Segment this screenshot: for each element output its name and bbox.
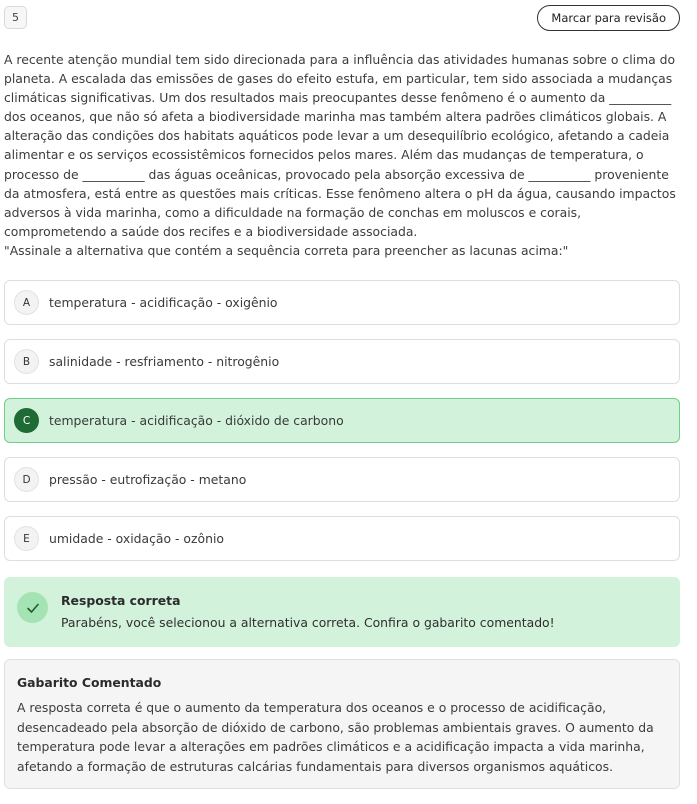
feedback-message: Parabéns, você selecionou a alternativa correta. Confira o gabarito comentado! <box>61 615 555 630</box>
option-text: salinidade - resfriamento - nitrogênio <box>49 354 280 369</box>
option-a[interactable] <box>4 280 680 325</box>
mark-for-review-button[interactable]: Marcar para revisão <box>537 5 680 31</box>
option-c[interactable] <box>4 398 680 443</box>
answer-key-box <box>4 659 680 789</box>
question-header <box>0 0 697 40</box>
option-letter: B <box>14 349 39 374</box>
option-text: pressão - eutrofização - metano <box>49 472 247 487</box>
option-d[interactable] <box>4 457 680 502</box>
correct-answer-feedback <box>4 577 680 647</box>
feedback-title: Resposta correta <box>61 593 181 608</box>
option-letter: D <box>14 467 39 492</box>
option-letter: C <box>14 408 39 433</box>
answer-options <box>4 280 680 575</box>
question-number-badge: 5 <box>4 6 27 29</box>
answer-key-title: Gabarito Comentado <box>17 675 162 690</box>
question-prompt: "Assinale a alternativa que contém a sequência correta para preencher as lacunas acima:" <box>4 242 569 258</box>
option-text: temperatura - acidificação - dióxido de carbono <box>49 413 344 428</box>
option-e[interactable] <box>4 516 680 561</box>
option-letter: E <box>14 526 39 551</box>
question-paragraph: A recente atenção mundial tem sido direcionada para a influência das atividades humanas sobre o clima do planeta. A escalada das emissões de gases do efeito estufa, em particular, tem sido associada a mudanças climáticas significativas. Um dos resultados mais preocupantes desse fenômeno é o aumento da __________ dos oceanos, que não só afeta a biodiversidade marinha mas também altera padrões climáticos globais. A alteração das condições dos habitats aquáticos pode levar a um desequilíbrio ecológico, afetando a cadeia alimentar e os serviços ecossistêmicos fornecidos pelos mares. Além das mudanças de temperatura, o processo de __________ das águas oceânicas, provocado pela absorção excessiva de __________ proveniente da atmosfera, está entre as questões mais críticas. Esse fenômeno altera o pH da água, causando impactos adversos à vida marinha, como a dificuldade na formação de conchas em moluscos e corais, comprometendo a saúde dos recifes e a biodiversidade associada. <box>4 52 676 239</box>
check-icon <box>17 592 48 623</box>
question-statement <box>4 50 676 260</box>
option-text: umidade - oxidação - ozônio <box>49 531 224 546</box>
option-letter: A <box>14 290 39 315</box>
option-text: temperatura - acidificação - oxigênio <box>49 295 278 310</box>
option-b[interactable] <box>4 339 680 384</box>
answer-key-text: A resposta correta é que o aumento da temperatura dos oceanos e o processo de acidificação, desencadeado pela absorção de dióxido de carbono, são problemas ambientais graves. O aumento da temperatura pode levar a alterações em padrões climáticos e a acidificação impacta a vida marinha, afetando a formação de estruturas calcárias fundamentais para diversos organismos aquáticos. <box>17 700 654 774</box>
